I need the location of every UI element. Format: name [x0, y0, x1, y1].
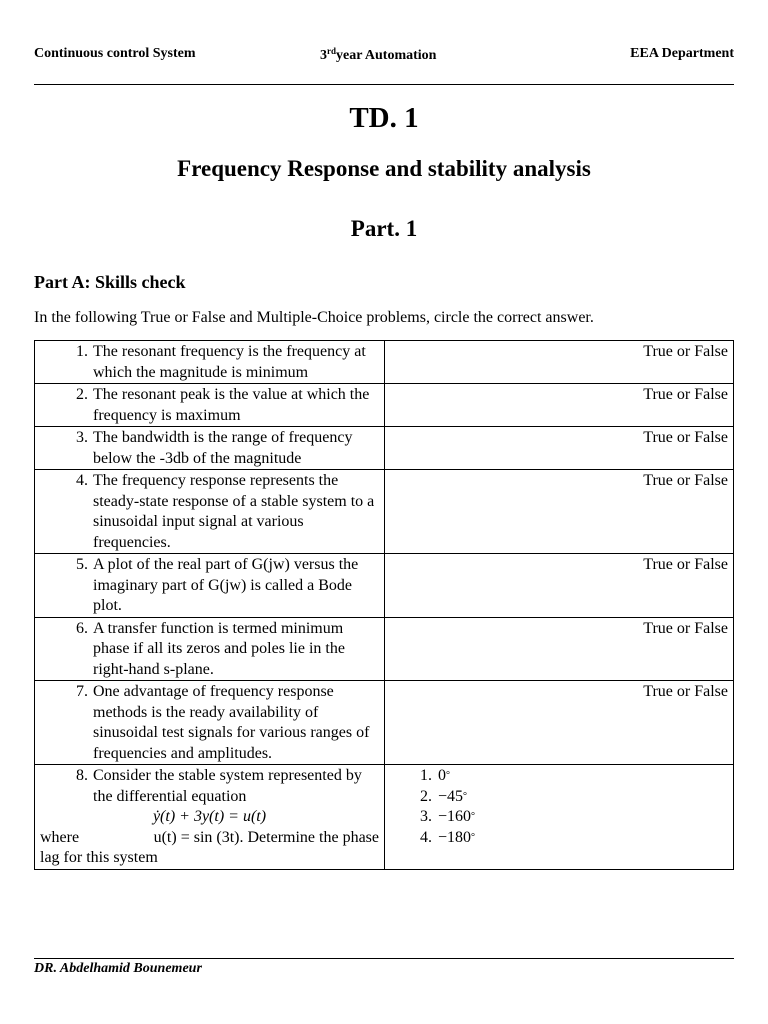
option-value: −180	[438, 828, 472, 846]
question-cell	[35, 470, 385, 554]
option-item[interactable]	[390, 787, 728, 808]
degree-symbol: °	[463, 790, 468, 802]
author-name: DR. Abdelhamid Bounemeur	[34, 961, 202, 976]
question-text: Consider the stable system represented by the differential equation	[93, 767, 362, 805]
question-text: The resonant frequency is the frequency at which the magnitude is minimum	[93, 343, 366, 381]
differential-equation: ẏ(t) + 3y(t) = u(t)	[152, 808, 267, 825]
table-row	[35, 470, 734, 554]
instructions: In the following True or False and Multiple-Choice problems, circle the correct answer.	[34, 309, 594, 326]
option-number: 4.	[420, 828, 432, 846]
degree-symbol: °	[471, 811, 476, 822]
question-number: 2.	[76, 386, 88, 403]
option-item[interactable]	[390, 807, 728, 828]
answer-cell[interactable]	[385, 681, 734, 765]
question-text: A plot of the real part of G(jw) versus the imaginary part of G(jw) is called a Bode plot.	[93, 556, 359, 614]
department-name: EEA Department	[630, 46, 734, 61]
answer-cell[interactable]	[385, 470, 734, 554]
questions-table	[34, 340, 734, 870]
question-text: The frequency response represents the steady-state response of a stable system to a sinusoidal input signal at various frequencies.	[93, 472, 375, 551]
options-cell	[385, 765, 734, 870]
input-equation: u(t) = sin (3t). Determine the phase	[153, 828, 379, 846]
option-value: 0	[438, 767, 446, 784]
question-number: 4.	[76, 472, 88, 489]
true-false-label: True or False	[643, 386, 728, 403]
option-value: −160	[438, 808, 472, 825]
year-label: 3rdyear Automation	[320, 46, 437, 63]
question-cell	[35, 617, 385, 681]
true-false-label: True or False	[643, 472, 728, 489]
option-number: 1.	[420, 767, 432, 784]
question-cell	[35, 765, 385, 870]
question-text: The resonant peak is the value at which the frequency is maximum	[93, 386, 370, 424]
table-row	[35, 617, 734, 681]
table-row	[35, 384, 734, 427]
question-text: One advantage of frequency response methods is the ready availability of sinusoidal test signals for various ranges of frequencies and amplitudes.	[93, 683, 370, 762]
question-cell	[35, 427, 385, 470]
degree-symbol: °	[446, 770, 450, 781]
option-number: 2.	[420, 787, 432, 805]
course-name: Continuous control System	[34, 46, 196, 61]
question-number: 6.	[76, 619, 88, 637]
question-number: 7.	[76, 683, 88, 700]
question-cell	[35, 384, 385, 427]
page-header	[34, 46, 734, 66]
table-row	[35, 681, 734, 765]
table-row	[35, 554, 734, 618]
table-row	[35, 765, 734, 870]
answer-cell[interactable]	[385, 554, 734, 618]
option-item[interactable]	[390, 828, 728, 849]
answer-cell[interactable]	[385, 341, 734, 384]
part-heading: Part. 1	[350, 216, 418, 241]
question-number: 3.	[76, 429, 88, 446]
table-row	[35, 341, 734, 384]
true-false-label: True or False	[643, 683, 728, 700]
table-row	[35, 427, 734, 470]
question-tail: lag for this system	[40, 849, 158, 866]
true-false-label: True or False	[643, 429, 728, 446]
option-value: −45	[438, 787, 464, 805]
page-title: TD. 1	[349, 102, 419, 134]
true-false-label: True or False	[643, 343, 728, 360]
where-label: where	[40, 828, 80, 846]
true-false-label: True or False	[643, 556, 728, 573]
option-item[interactable]	[390, 766, 728, 787]
question-number: 1.	[76, 343, 88, 360]
section-heading: Part A: Skills check	[34, 272, 186, 292]
question-text: A transfer function is termed minimum phase if all its zeros and poles lie in the right-hand s-plane.	[93, 619, 345, 678]
true-false-label: True or False	[643, 619, 728, 637]
answer-cell[interactable]	[385, 427, 734, 470]
question-continuation	[40, 828, 379, 869]
question-number: 8.	[76, 767, 88, 784]
question-text: The bandwidth is the range of frequency below the -3db of the magnitude	[93, 429, 353, 467]
option-number: 3.	[420, 808, 432, 825]
degree-symbol: °	[471, 831, 476, 843]
footer-divider	[34, 958, 734, 959]
options-list	[390, 766, 728, 848]
answer-cell[interactable]	[385, 617, 734, 681]
header-divider	[34, 84, 734, 85]
answer-cell[interactable]	[385, 384, 734, 427]
page-subtitle: Frequency Response and stability analysis	[177, 156, 591, 181]
question-cell	[35, 681, 385, 765]
question-cell	[35, 341, 385, 384]
question-number: 5.	[76, 556, 88, 573]
question-cell	[35, 554, 385, 618]
